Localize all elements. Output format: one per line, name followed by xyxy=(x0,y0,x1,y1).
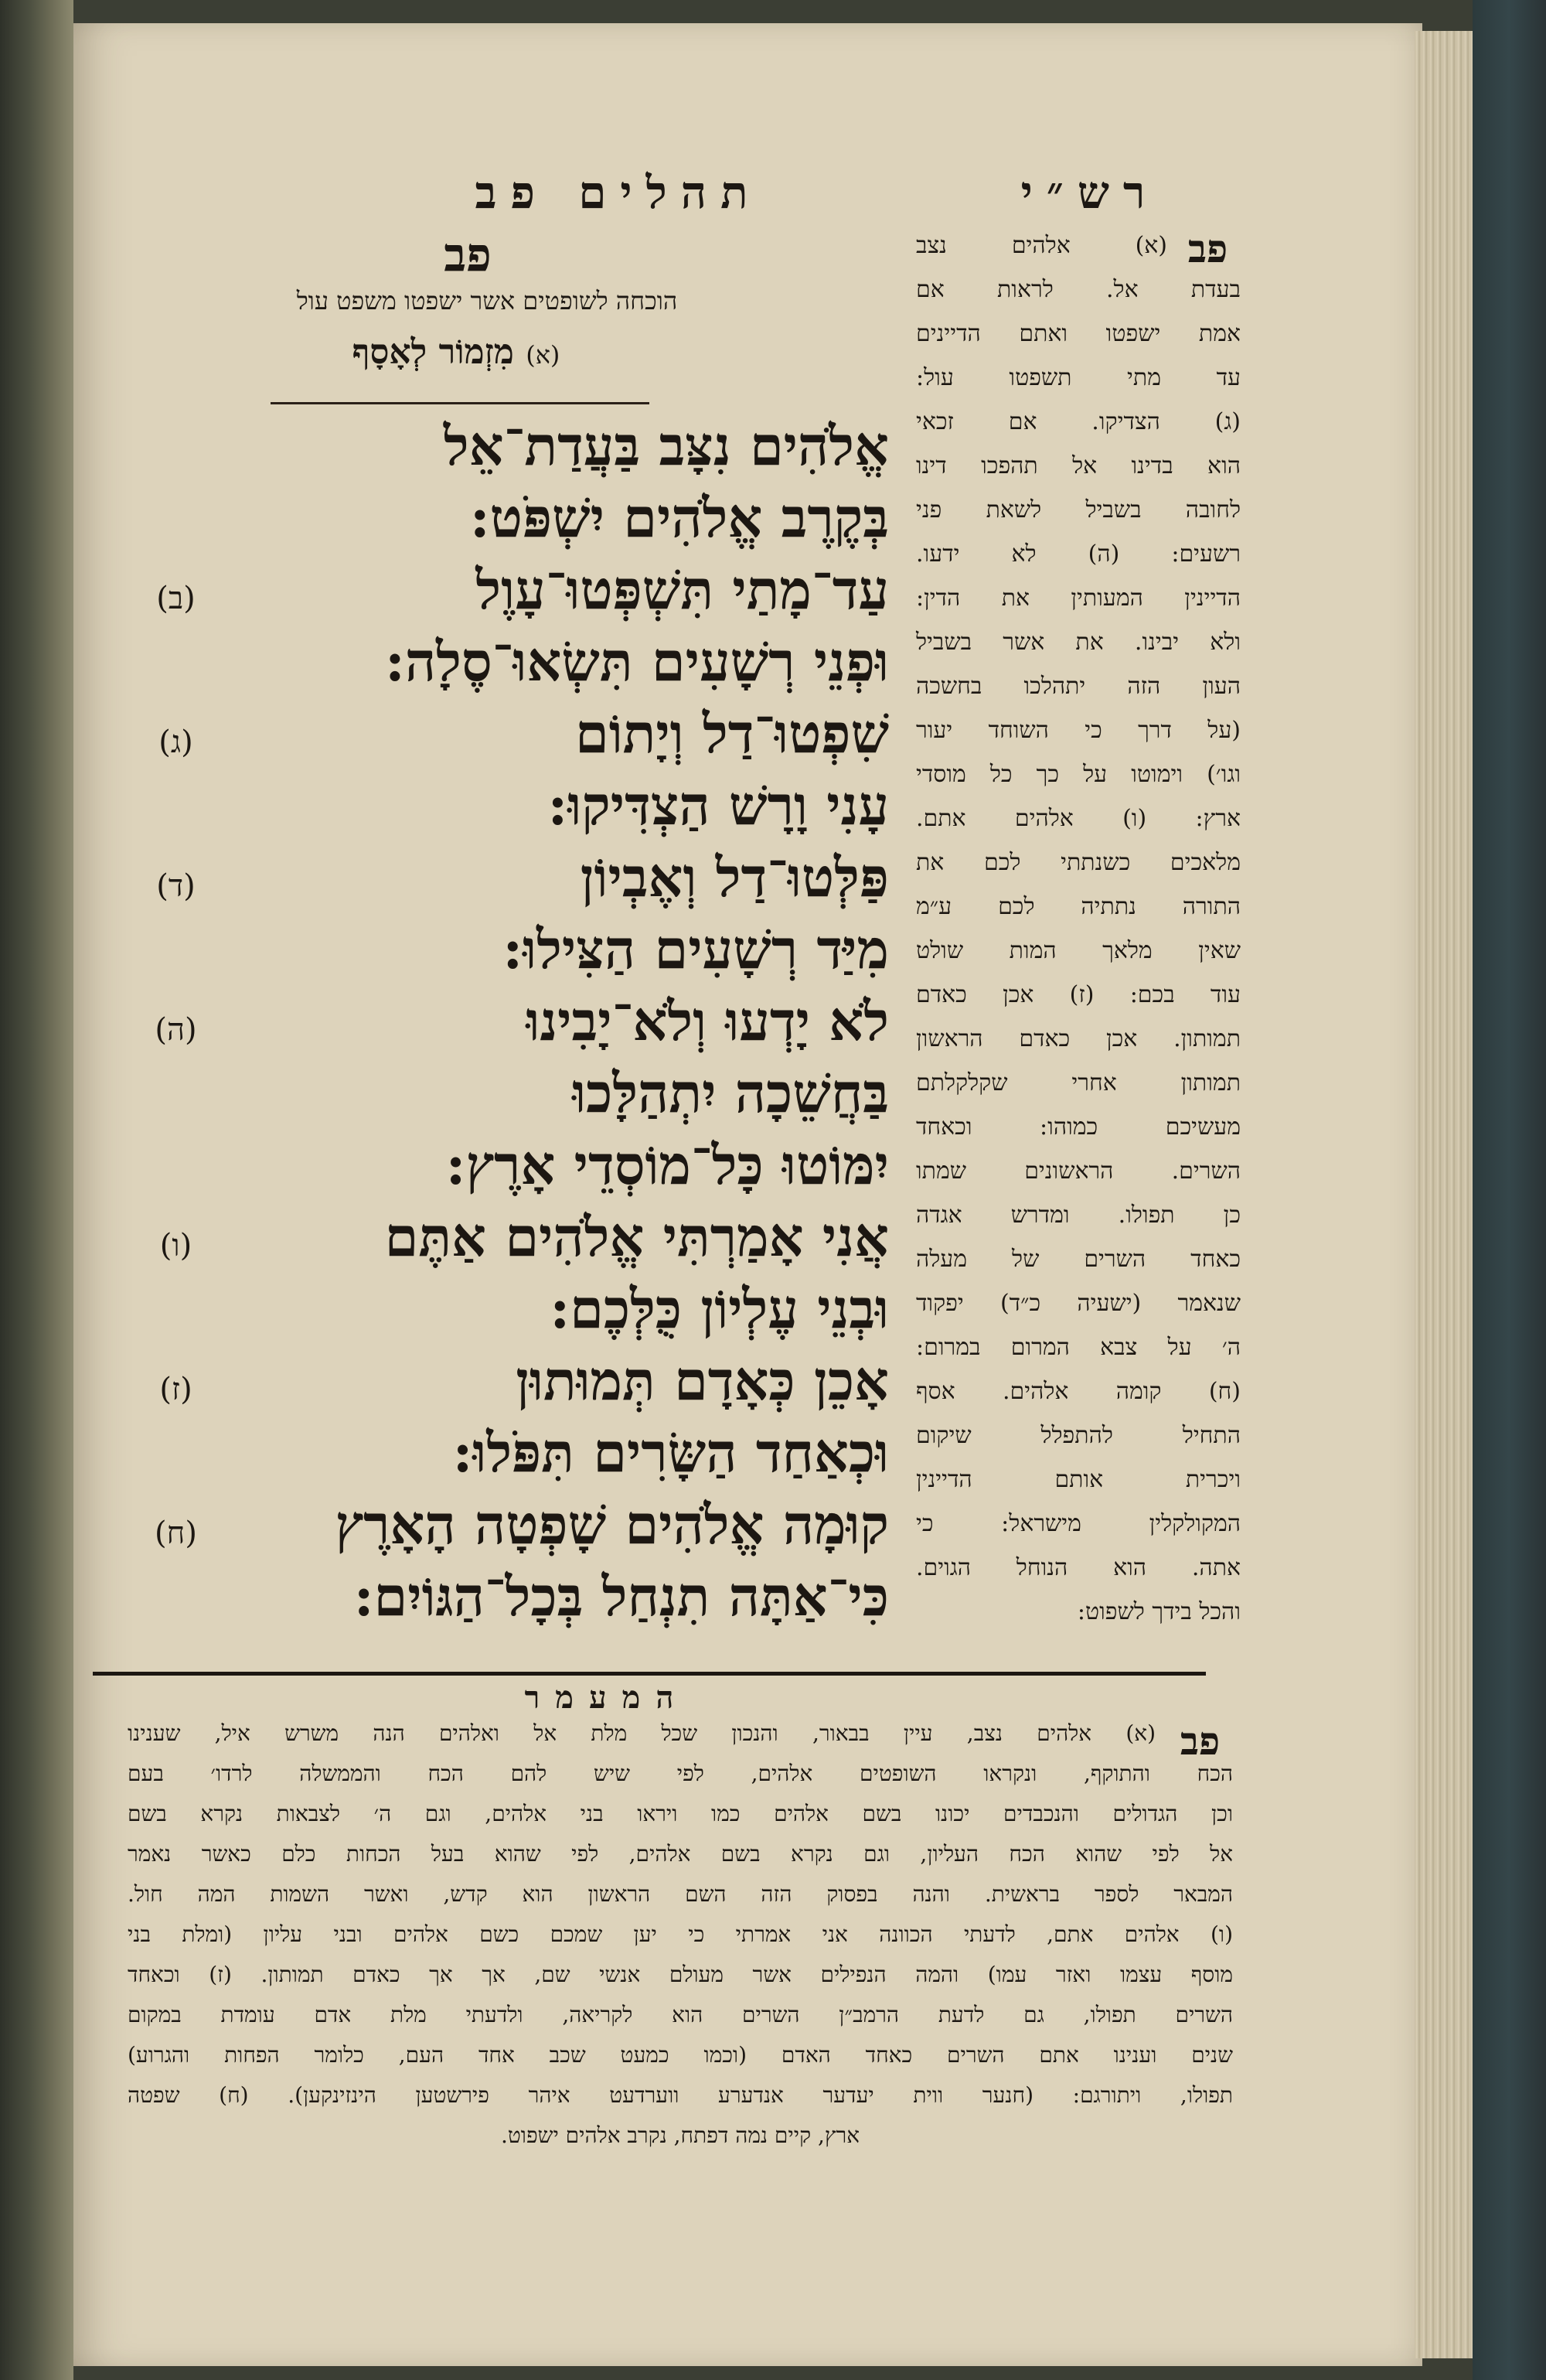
verse-line xyxy=(139,1492,889,1564)
verse-line xyxy=(139,701,889,773)
rashi-line: הוא בדינו אל תהפכו דינו xyxy=(916,452,1241,479)
verse-text: וּבְנֵי עֶלְיוֹן כֻּלְּכֶם: xyxy=(550,1277,889,1341)
psalm-number-heading: פב xyxy=(444,228,492,282)
rashi-line: (ח) קומה אלהים. אסף xyxy=(916,1378,1241,1405)
running-head-title: תהלים פב xyxy=(475,166,762,219)
book-cover xyxy=(1473,0,1546,2380)
rashi-line: ארץ: (ו) אלהים אתם. xyxy=(916,805,1241,832)
psalm-text xyxy=(139,414,889,1636)
verse-line xyxy=(139,1061,889,1133)
rashi-line: וגו׳) וימוטו על כך כל מוסדי xyxy=(916,761,1241,788)
verse-number: (ב) xyxy=(156,581,196,616)
meamer-commentary xyxy=(128,1720,1233,2163)
meamer-line: ארץ, קיים נמה דפתח, נקרב אלהים ישפוט. xyxy=(500,2123,860,2148)
verse-text: וּפְנֵי רְשָׁעִים תִּשְׂאוּ־סֶלָה: xyxy=(384,629,889,694)
verse-number: (ח) xyxy=(155,1516,197,1551)
rashi-line: (א) אלהים נצב xyxy=(916,232,1167,259)
page-edge xyxy=(1415,31,1476,2358)
rashi-line: שנאמר (ישעיה כ״ד) יפקוד xyxy=(916,1290,1241,1317)
meamer-line: אל לפי שהוא הכח העליון, וגם נקרא בשם אלהים, לפי שהוא בעל הכחות כלם כאשר נאמר xyxy=(128,1841,1233,1867)
meamer-line: מוסף עצמו ואזר עמו) והמה הנפילים אשר מעולם אנשי שם, אך אך כאדם תמותון. (ז) וכאחד xyxy=(128,1962,1233,1987)
rashi-line: תמותון אחרי שקלקלתם xyxy=(916,1069,1241,1096)
rashi-line: בעדת אל. לראות אם xyxy=(916,276,1241,303)
rashi-line: לחובה בשביל לשאת פני xyxy=(916,496,1241,523)
meamer-line: הכח והתוקף, ונקראו השופטים אלהים, לפי שיש להם הכח והממשלה לרדו׳ בעם xyxy=(128,1761,1233,1786)
verse-line xyxy=(139,1564,889,1636)
verse-number: (ד) xyxy=(156,868,196,904)
rashi-line: תמותון. אכן כאדם הראשון xyxy=(916,1025,1241,1052)
rashi-line: עד מתי תשפטו עול: xyxy=(916,364,1241,391)
verse-line xyxy=(139,1133,889,1205)
meamer-line: (א) אלהים נצב, עיין בבאור, והנכון שכל מלת אל ואלהים הנה משרש איל, שענינו xyxy=(128,1720,1156,1746)
verse-number: (ג) xyxy=(158,725,193,760)
meamer-line: וכן הגדולים והנכבדים יכונו בשם אלהים כמו ויראו בני אלהים, וגם ה׳ לצבאות נקרא בשם xyxy=(128,1801,1233,1826)
rashi-line: מעשיכם כמוהו: וכאחד xyxy=(916,1113,1241,1141)
verse-text: אֱלֹהִים נִצָּב בַּעֲדַת־אֵל xyxy=(443,414,889,478)
verse-number: (א) xyxy=(526,340,560,370)
rashi-line: מלאכים כשנתתי לכם את xyxy=(916,849,1241,876)
verse-line xyxy=(139,1205,889,1277)
rashi-commentary xyxy=(916,232,1241,1642)
rashi-line: העון הזה יתהלכו בחשכה xyxy=(916,673,1241,700)
verse-text: בַּחֲשֵׁכָה יִתְהַלָּכוּ xyxy=(572,1061,889,1125)
verse-text: מִיַּד רְשָׁעִים הַצִּילוּ: xyxy=(502,917,889,981)
rashi-line: המקולקלין מישראל: כי xyxy=(916,1510,1241,1537)
verse-line xyxy=(139,845,889,917)
psalm-superscript xyxy=(186,332,727,372)
meamer-psalm-label: פב xyxy=(1180,1718,1221,1764)
rashi-line: ולא יבינו. את אשר בשביל xyxy=(916,629,1241,656)
rashi-line: התחיל להתפלל שיקום xyxy=(916,1422,1241,1449)
rashi-line: הדיינין המעותין את הדין: xyxy=(916,585,1241,612)
meamer-line: תפולו, ויתורגם: (חנער ווית יעדער אנדערע ווערדעט איהר פירשטען הינזינקען). (ח) שפטה xyxy=(128,2082,1233,2108)
verse-number: (ו) xyxy=(159,1228,192,1263)
verse-line xyxy=(139,1277,889,1349)
rashi-psalm-label: פב xyxy=(1187,226,1228,271)
section-divider xyxy=(93,1672,1206,1676)
rashi-line: כאחד השרים של מעלה xyxy=(916,1246,1241,1273)
verse-line xyxy=(139,1420,889,1492)
meamer-title: המעמר xyxy=(524,1679,690,1716)
verse-line xyxy=(139,989,889,1061)
verse-text: עַד־מָתַי תִּשְׁפְּטוּ־עָוֶל xyxy=(475,557,889,622)
running-head-rashi: רש״י xyxy=(1020,166,1160,219)
verse-text: יִמּוֹטוּ כָּל־מוֹסְדֵי אָרֶץ: xyxy=(445,1133,889,1197)
rashi-line: השרים. הראשונים שמתו xyxy=(916,1158,1241,1185)
rashi-line: (על דרך כי השוחד יעור xyxy=(916,717,1241,744)
rashi-line: (ג) הצדיקו. אם זכאי xyxy=(916,408,1241,435)
rashi-line: כן תפולו. ומדרש אגדה xyxy=(916,1202,1241,1229)
meamer-line: שנים וענינו אתם השרים כאחד האדם (וכמו כמעט שכב אחד העם, כלומר הפחות והגרוע) xyxy=(128,2042,1233,2068)
verse-text: אֲנִי אָמַרְתִּי אֱלֹהִים אַתֶּם xyxy=(384,1205,889,1269)
verse-number: (ה) xyxy=(155,1012,197,1048)
rashi-line: ה׳ על צבא המרום במרום: xyxy=(916,1334,1241,1361)
verse-text: בְּקֶרֶב אֱלֹהִים יִשְׁפֹּט: xyxy=(469,486,889,550)
heading-rule xyxy=(271,402,649,404)
rashi-line: עוד בכם: (ז) אכן כאדם xyxy=(916,981,1241,1008)
rashi-line: אמת ישפטו ואתם הדיינים xyxy=(916,320,1241,347)
verse-text: אָכֵן כְּאָדָם תְּמוּתוּן xyxy=(516,1349,889,1413)
verse-line xyxy=(139,486,889,557)
verse-line xyxy=(139,414,889,486)
verse-line xyxy=(139,629,889,701)
verse-text: פַּלְּטוּ־דַל וְאֶבְיוֹן xyxy=(580,845,889,909)
verse-text: כִּי־אַתָּה תִנְחַל בְּכָל־הַגּוֹיִם: xyxy=(353,1564,889,1628)
meamer-line: השרים תפולו, גם לדעת הרמב״ן השרים הוא לקריאה, ולדעתי מלת אדם עומדת במקום xyxy=(128,2002,1233,2027)
rashi-line: והכל בידך לשפוט: xyxy=(1077,1598,1241,1625)
verse-line xyxy=(139,557,889,629)
rashi-line: אתה. הוא הנוחל הגוים. xyxy=(916,1554,1241,1581)
verse-text: קוּמָה אֱלֹהִים שָׁפְטָה הָאָרֶץ xyxy=(335,1492,889,1557)
rashi-line: שאין מלאך המות שולט xyxy=(916,937,1241,964)
meamer-line: (ו) אלהים אתם, לדעתי הכוונה אני אמרתי כי יען שמכם כשם אלהים ובני עליון (ומלת בני xyxy=(128,1921,1234,1947)
verse-text: עָנִי וָרָשׁ הַצְדִּיקוּ: xyxy=(547,773,889,837)
rashi-line: רשעים: (ה) לא ידעו. xyxy=(916,540,1241,568)
superscript-text: מִזְמוֹר לְאָסָף xyxy=(352,332,514,372)
psalm-summary: הוכחה לשופטים אשר ישפטו משפט עול xyxy=(296,286,678,315)
verse-line xyxy=(139,1349,889,1420)
rashi-line: התורה נתתיה לכם ע״מ xyxy=(916,893,1241,920)
rashi-line: ויכרית אותם הדיינין xyxy=(916,1466,1241,1493)
left-binding xyxy=(0,0,73,2380)
verse-text: לֹא יָדְעוּ וְלֹא־יָבִינוּ xyxy=(526,989,889,1053)
verse-line xyxy=(139,773,889,845)
meamer-line: המבאר לספר בראשית. והנה בפסוק הזה השם הראשון הוא קדש, ואשר השמות המה חול. xyxy=(128,1881,1233,1907)
verse-text: שִׁפְטוּ־דַל וְיָתוֹם xyxy=(575,701,889,765)
verse-text: וּכְאַחַד הַשָּׂרִים תִּפֹּלוּ: xyxy=(452,1420,889,1485)
verse-number: (ז) xyxy=(159,1372,192,1407)
verse-line xyxy=(139,917,889,989)
